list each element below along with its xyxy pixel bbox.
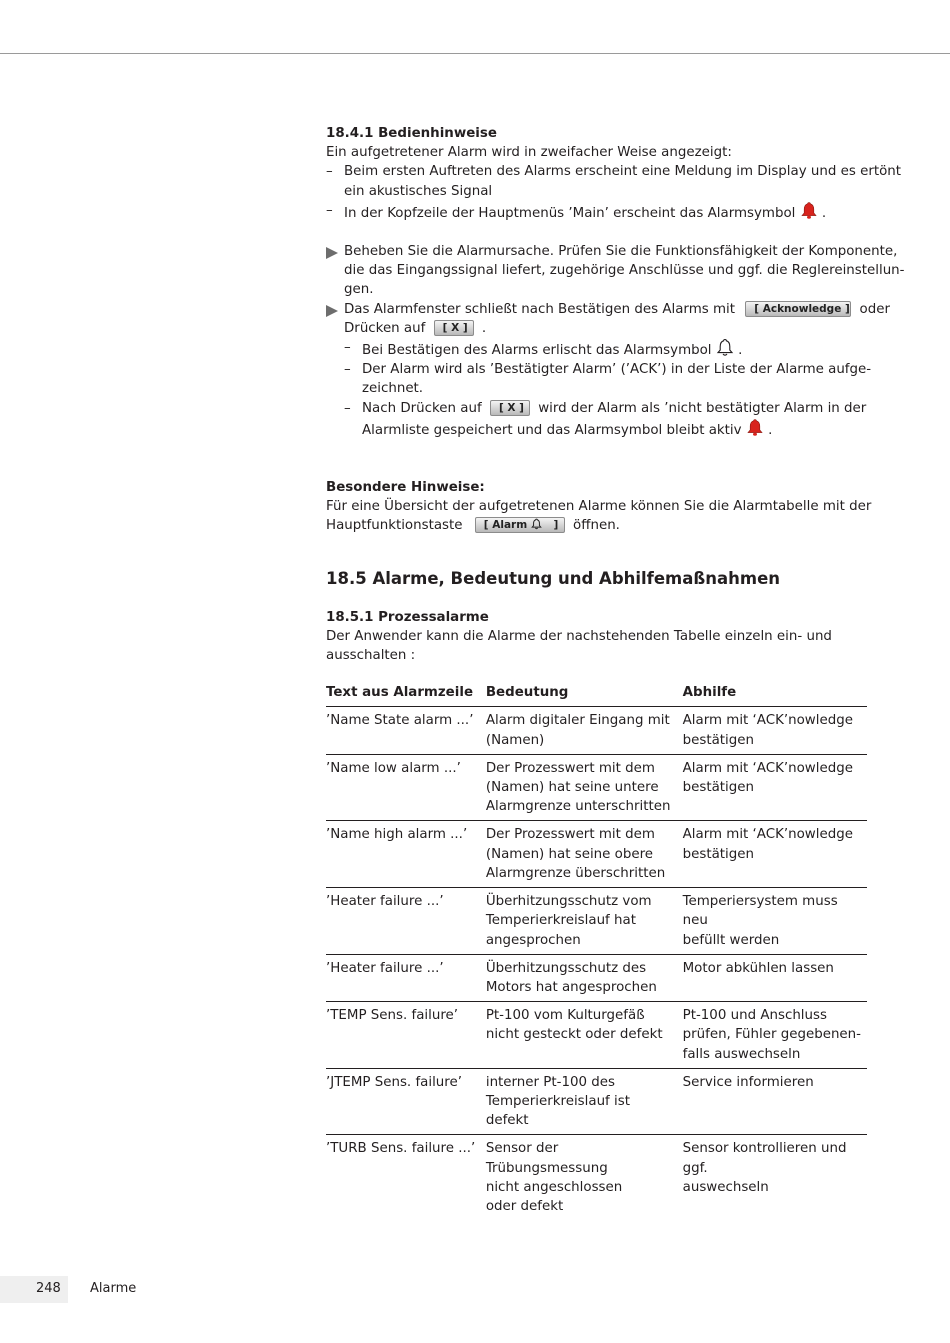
- cell-line: Alarm mit ‘ACK’nowledge: [682, 827, 853, 843]
- step-text: Beheben Sie die Alarmursache. Prüfen Sie die Funktionsfähigkeit der Komponente,: [344, 244, 898, 260]
- cell-line: Sensor kontrollieren und ggf.: [682, 1141, 847, 1176]
- list-item-text: ein akustisches Signal: [344, 183, 493, 199]
- alarm-text-cell: [326, 707, 486, 754]
- alarm-text-cell: [326, 754, 486, 821]
- alarm-button-label: [ Alarm: [483, 519, 528, 532]
- cell-line: (Namen) hat seine obere: [485, 846, 654, 862]
- heading-18-5-1: 18.5.1 Prozessalarme: [326, 609, 489, 625]
- cell-line: Motor abkühlen lassen: [682, 960, 834, 976]
- cell-line: Temperiersystem muss neu: [682, 894, 838, 929]
- table-row: [326, 754, 867, 821]
- cell-line: auswechseln: [682, 1179, 769, 1195]
- section-intro: Der Anwender kann die Alarme der nachstehenden Tabelle einzeln ein- und: [326, 628, 832, 644]
- meaning-cell: [486, 821, 683, 888]
- instruction-step: [326, 300, 890, 338]
- cell-line: bestätigen: [682, 780, 754, 796]
- alarm-text-cell: [326, 1135, 486, 1220]
- meaning-cell: [486, 1002, 683, 1069]
- step-arrow-icon: [326, 247, 338, 259]
- meaning-cell: [486, 1068, 683, 1135]
- notes-text: Hauptfunktionstaste: [326, 518, 463, 534]
- step-text: Das Alarmfenster schließt nach Bestätigen des Alarms mit: [344, 301, 735, 317]
- meaning-cell: [486, 707, 683, 754]
- cell-line: Der Prozesswert mit dem: [485, 760, 655, 776]
- footer-section-label: Alarme: [90, 1281, 137, 1296]
- remedy-cell: [683, 954, 867, 1001]
- list-item-text: Beim ersten Auftreten des Alarms erscheint eine Meldung im Display und es ertönt: [344, 164, 902, 180]
- alarm-text-cell: [326, 954, 486, 1001]
- table-row: [326, 1135, 867, 1220]
- list-item-text: Nach Drücken auf: [362, 400, 482, 416]
- cell-line: Alarm digitaler Eingang mit: [485, 713, 670, 729]
- cell-line: prüfen, Fühler gegebenen-: [682, 1027, 861, 1043]
- list-item-text: Alarmliste gespeichert und das Alarmsymbol bleibt aktiv: [362, 422, 742, 438]
- list-item: [326, 338, 867, 360]
- close-x-button: [ X ]: [434, 320, 474, 336]
- table-body: [326, 707, 867, 1220]
- alarm-bell-outline-icon: [716, 338, 734, 357]
- heading-18-5: 18.5 Alarme, Bedeutung und Abhilfemaßnahmen: [326, 568, 781, 588]
- cell-line: Überhitzungsschutz vom: [485, 894, 652, 910]
- cell-line: befüllt werden: [682, 932, 780, 948]
- acknowledge-button: [ Acknowledge ]: [745, 301, 851, 317]
- step-text: die das Eingangssignal liefert, zugehörige Anschlüsse und ggf. die Reglereinstellun-: [344, 263, 905, 279]
- table-row: [326, 707, 867, 754]
- cell-line: bestätigen: [682, 846, 754, 862]
- punctuation: .: [821, 205, 827, 221]
- cell-line: (Namen) hat seine untere: [485, 780, 659, 796]
- meaning-cell: [486, 1135, 683, 1220]
- cell-line: interner Pt-100 des: [485, 1074, 615, 1090]
- cell-line: Pt-100 und Anschluss: [682, 1008, 827, 1024]
- alarm-bell-red-icon: [800, 201, 818, 220]
- dash-marker: –: [344, 340, 351, 356]
- step-arrow-icon: [326, 305, 338, 317]
- cell-line: Service informieren: [682, 1074, 814, 1090]
- cell-line: Temperierkreislauf hat: [485, 913, 636, 929]
- table-row: [326, 888, 867, 955]
- cell-line: ’Heater failure ...’: [326, 960, 444, 976]
- alarm-text-cell: [326, 888, 486, 955]
- spacer: [326, 223, 867, 242]
- dash-marker: –: [326, 164, 333, 180]
- alarm-text-cell: [326, 821, 486, 888]
- spacer: [326, 536, 867, 568]
- dash-marker: –: [344, 400, 351, 416]
- page-number: 248: [36, 1281, 61, 1296]
- table-row: [326, 821, 867, 888]
- cell-line: bestätigen: [682, 732, 754, 748]
- step-text: Drücken auf: [344, 320, 426, 336]
- cell-line: Motors hat angesprochen: [485, 979, 657, 995]
- remedy-cell: [683, 821, 867, 888]
- step-text: oder: [859, 301, 890, 317]
- punctuation: .: [768, 422, 773, 438]
- cell-line: Alarm mit ‘ACK’nowledge: [682, 760, 853, 776]
- cell-line: (Namen): [485, 732, 545, 748]
- list-item-text: In der Kopfzeile der Hauptmenüs ’Main’ erscheint das Alarmsymbol: [344, 205, 796, 221]
- column-header: Abhilfe: [683, 683, 867, 707]
- instruction-step: [326, 242, 905, 300]
- alarm-bell-red-icon: [746, 418, 764, 437]
- alarm-text-cell: [326, 1068, 486, 1135]
- cell-line: Alarmgrenze überschritten: [485, 865, 666, 881]
- heading-18-4-1: 18.4.1 Bedienhinweise: [326, 126, 497, 141]
- list-item-text: wird der Alarm als ’nicht bestätigter Alarm in der: [538, 400, 867, 416]
- table-row: [326, 1068, 867, 1135]
- intro-text: Ein aufgetretener Alarm wird in zweifacher Weise angezeigt:: [326, 145, 732, 161]
- alarm-function-button: [475, 517, 565, 533]
- cell-line: Überhitzungsschutz des: [485, 960, 647, 976]
- table-row: [326, 1002, 867, 1069]
- cell-line: ’Heater failure ...’: [326, 894, 444, 910]
- cell-line: Sensor der Trübungsmessung: [485, 1141, 608, 1176]
- cell-line: Der Prozesswert mit dem: [485, 827, 655, 843]
- alarm-table: [326, 683, 867, 1220]
- cell-line: angesprochen: [485, 932, 581, 948]
- close-x-button: [ X ]: [490, 400, 530, 416]
- list-item: [326, 201, 867, 223]
- cell-line: Temperierkreislauf ist defekt: [485, 1093, 630, 1129]
- meaning-cell: [486, 888, 683, 955]
- remedy-cell: [683, 1135, 867, 1220]
- column-header: Text aus Alarmzeile: [326, 683, 486, 707]
- step-text: gen.: [344, 282, 374, 298]
- spacer: [326, 590, 867, 608]
- spacer: [326, 440, 867, 478]
- cell-line: ’TEMP Sens. failure’: [326, 1008, 459, 1024]
- list-item-text: Der Alarm wird als ’Bestätigter Alarm’ (’ACK’) in der Liste der Alarme aufge-: [362, 362, 872, 378]
- alarm-button-bracket: ]: [553, 519, 559, 532]
- notes-heading: Besondere Hinweise:: [326, 480, 485, 496]
- meaning-cell: [486, 954, 683, 1001]
- column-header: Bedeutung: [486, 683, 683, 707]
- list-item: [326, 162, 902, 200]
- dash-marker: –: [344, 362, 351, 378]
- cell-line: Alarmgrenze unterschritten: [485, 799, 671, 815]
- remedy-cell: [683, 1068, 867, 1135]
- page-content: [326, 124, 905, 1220]
- remedy-cell: [683, 707, 867, 754]
- cell-line: ’Name low alarm ...’: [326, 760, 461, 776]
- alarm-text-cell: [326, 1002, 486, 1069]
- cell-line: ’Name high alarm ...’: [326, 827, 468, 843]
- cell-line: Pt-100 vom Kulturgefäß: [485, 1008, 645, 1024]
- cell-line: Alarm mit ‘ACK’nowledge: [682, 713, 853, 729]
- table-row: [326, 954, 867, 1001]
- notes-text: öffnen.: [573, 518, 620, 534]
- remedy-cell: [683, 1002, 867, 1069]
- list-item-text: zeichnet.: [362, 381, 424, 397]
- alarm-bell-outline-icon: [531, 518, 542, 530]
- cell-line: ’TURB Sens. failure ...’: [326, 1141, 476, 1157]
- cell-line: falls auswechseln: [682, 1046, 801, 1062]
- punctuation: .: [738, 343, 743, 359]
- dash-marker: –: [326, 202, 333, 218]
- remedy-cell: [683, 888, 867, 955]
- section-intro: ausschalten :: [326, 648, 416, 664]
- list-item: [326, 360, 872, 398]
- cell-line: nicht angeschlossen: [485, 1179, 623, 1195]
- punctuation: .: [481, 320, 487, 336]
- notes-text: Für eine Übersicht der aufgetretenen Alarme können Sie die Alarmtabelle mit der: [326, 499, 872, 515]
- cell-line: ’JTEMP Sens. failure’: [326, 1074, 462, 1090]
- list-item: [326, 399, 867, 440]
- list-item-text: Bei Bestätigen des Alarms erlischt das Alarmsymbol: [362, 343, 712, 359]
- table-header-row: [326, 683, 867, 707]
- remedy-cell: [683, 754, 867, 821]
- cell-line: nicht gesteckt oder defekt: [485, 1027, 663, 1043]
- cell-line: oder defekt: [485, 1198, 564, 1214]
- cell-line: ’Name State alarm ...’: [326, 713, 474, 729]
- meaning-cell: [486, 754, 683, 821]
- header-rule: [0, 53, 950, 54]
